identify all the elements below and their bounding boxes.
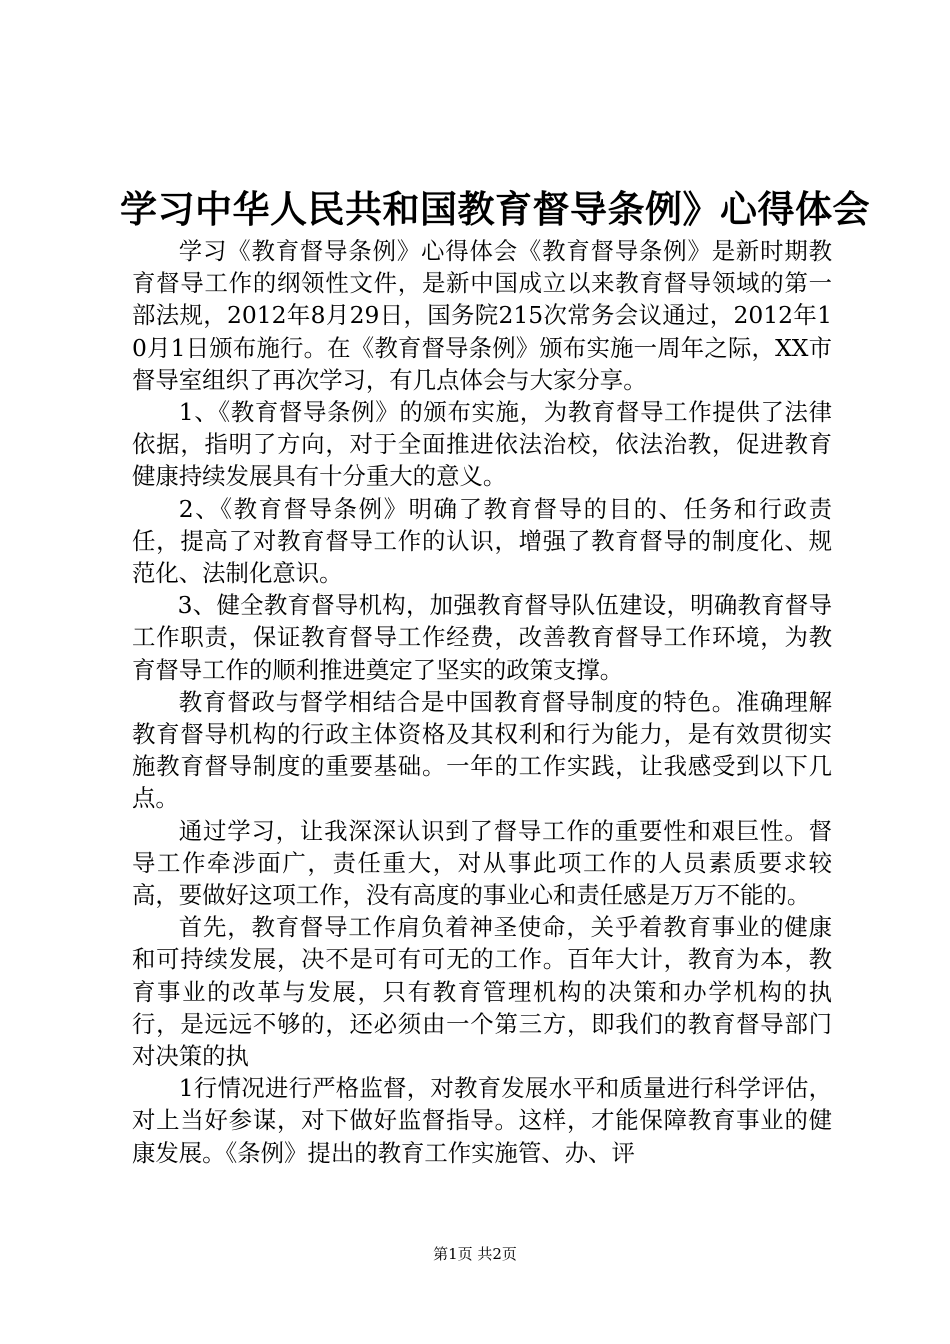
paragraph-point-2: 2、《教育督导条例》明确了教育督导的目的、任务和行政责任，提高了对教育督导工作的认识，增强了教育督导的制度化、规范化、法制化意识。 [132,494,832,588]
paragraph-point-1: 1、《教育督导条例》的颁布实施，为教育督导工作提供了法律依据，指明了方向，对于全面推进依法治校，依法治教，促进教育健康持续发展具有十分重大的意义。 [132,398,832,491]
paragraph-intro: 学习《教育督导条例》心得体会《教育督导条例》是新时期教育督导工作的纲领性文件，是新中国成立以来教育督导领域的第一部法规，2012年8月29日，国务院215次常务会议通过，2012年10月1日颁布施行。在《教育督导条例》颁布实施一周年之际，XX市督导室组织了再次学习，有几点体会与大家分享。 [132,237,832,394]
page-footer: 第1页 共2页 [433,1245,517,1263]
paragraph-characteristics: 教育督政与督学相结合是中国教育督导制度的特色。准确理解教育督导机构的行政主体资格及其权利和行为能力，是有效贯彻实施教育督导制度的重要基础。一年的工作实践，让我感受到以下几点。 [132,687,832,813]
paragraph-continuation: 1行情况进行严格监督，对教育发展水平和质量进行科学评估，对上当好参谋，对下做好监督指导。这样，才能保障教育事业的健康发展。《条例》提出的教育工作实施管、办、评 [132,1074,832,1167]
paragraph-importance: 通过学习，让我深深认识到了督导工作的重要性和艰巨性。督导工作牵涉面广，责任重大，对从事此项工作的人员素质要求较高，要做好这项工作，没有高度的事业心和责任感是万万不能的。 [132,816,832,910]
paragraph-firstly: 首先，教育督导工作肩负着神圣使命，关乎着教育事业的健康和可持续发展，决不是可有可无的工作。百年大计，教育为本，教育事业的改革与发展，只有教育管理机构的决策和办学机构的执行，是远远不够的，还必须由一个第三方，即我们的教育督导部门对决策的执 [132,913,832,1071]
document-body [132,235,832,1169]
document-title: 学习中华人民共和国教育督导条例》心得体会 [120,187,870,231]
paragraph-point-3: 3、健全教育督导机构，加强教育督导队伍建设，明确教育督导工作职责，保证教育督导工作经费，改善教育督导工作环境，为教育督导工作的顺利推进奠定了坚实的政策支撑。 [132,591,832,684]
